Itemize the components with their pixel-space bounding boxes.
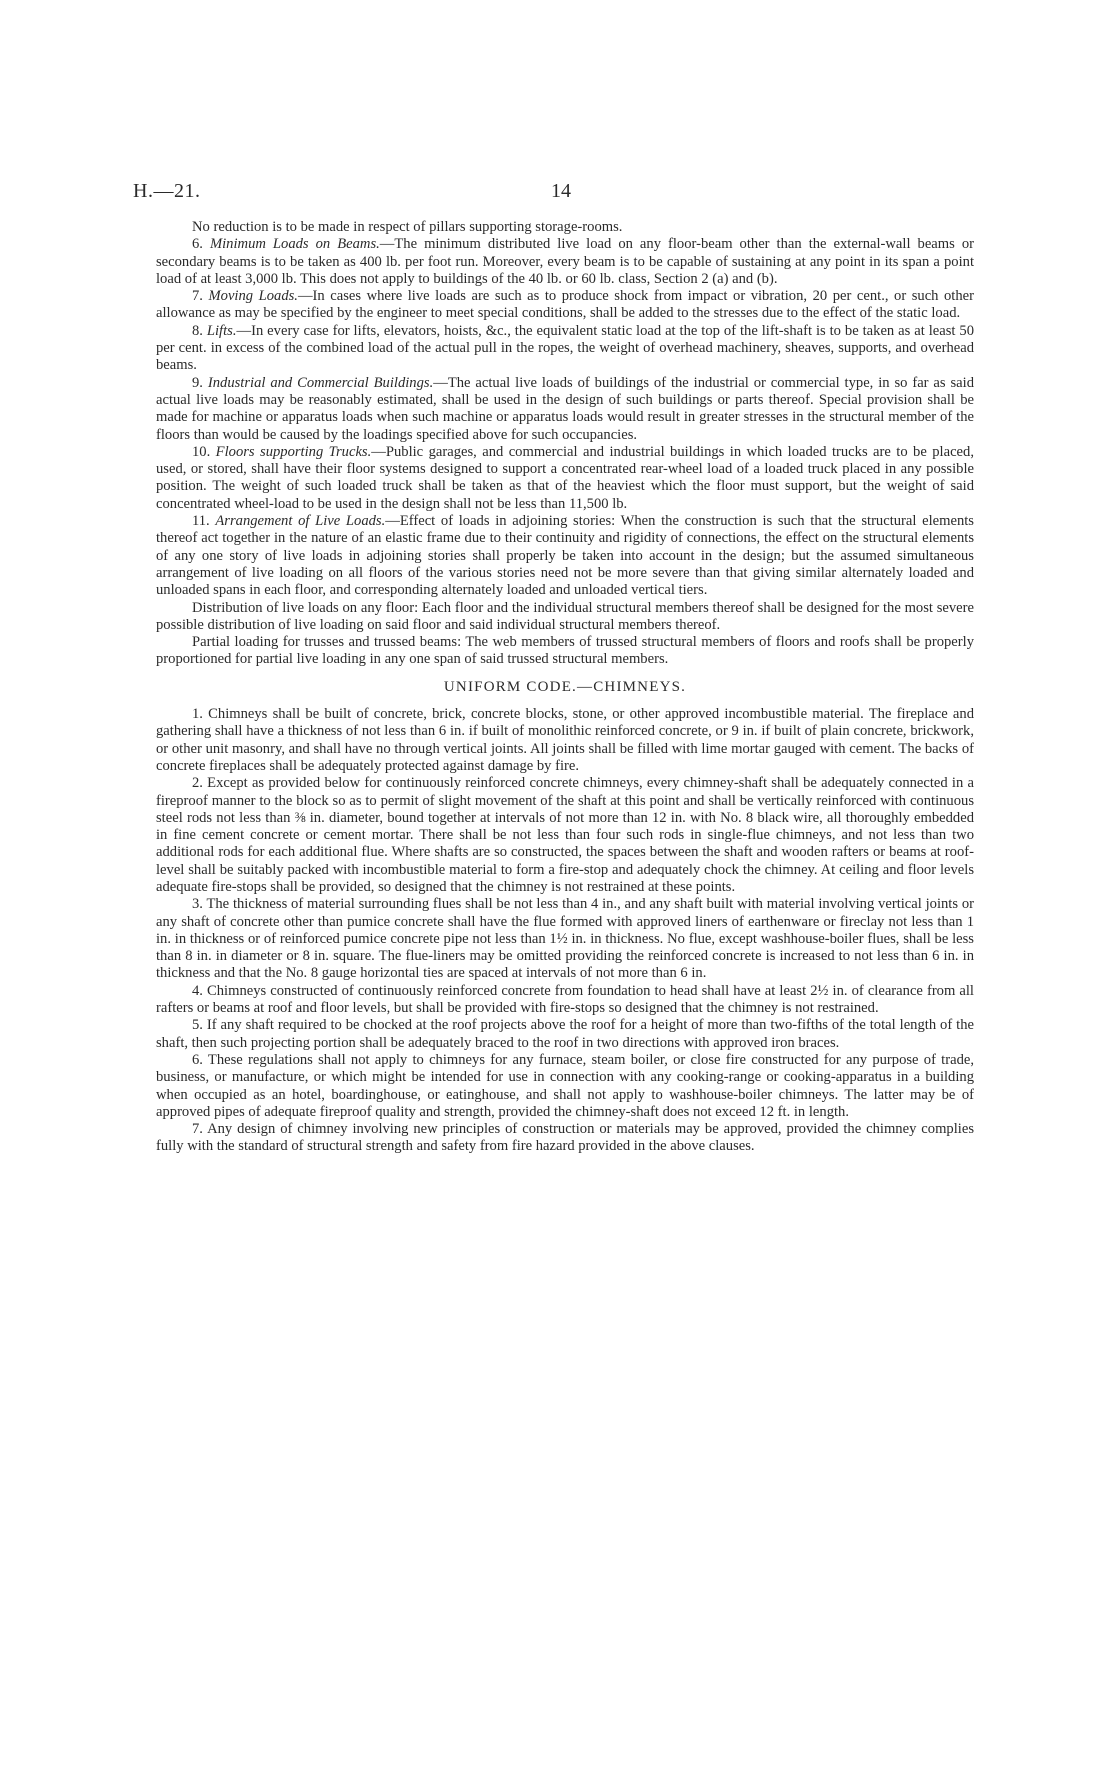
clause-10 <box>156 444 974 513</box>
clause-number: 9. <box>192 374 203 391</box>
chimney-clause-7: 7. Any design of chimney involving new principles of construction or materials may be approved, provided the chimney complies fully with the standard of structural strength and safety from fire hazard provided in the above clauses. <box>156 1121 974 1155</box>
clause-8 <box>156 323 974 375</box>
chimney-clause-5: 5. If any shaft required to be chocked at the roof projects above the roof for a height of more than two-fifths of the total length of the shaft, then such projecting portion shall be adequately braced to the roof in two directions with approved iron braces. <box>156 1017 974 1051</box>
clause-9 <box>156 375 974 444</box>
clause-title: Moving Loads. <box>208 288 298 305</box>
clause-text: —In every case for lifts, elevators, hoists, &c., the equivalent static load at the top of the lift-shaft is to be taken as at least 50 per cent. in excess of the combined load of the actual pull in the ropes, the weight of overhead machinery, sheaves, supports, and overhead beams. <box>156 322 974 374</box>
clause-title: Arrangement of Live Loads. <box>215 513 386 530</box>
distribution-paragraph: Distribution of live loads on any floor: Each floor and the individual structural members thereof shall be designed for the most severe possible distribution of live loading on said floor and said individual structural members thereof. <box>156 599 974 633</box>
clause-text: —Public garages, and commercial and industrial buildings in which loaded trucks are to be placed, used, or stored, shall have their floor systems designed to support a concentrated rear-wheel load of a loaded truck placed in any possible position. The weight of such loaded truck shall be taken as that of the heaviest which the floor must support, but the weight of said concentrated wheel-load to be used in the design shall not be less than 11,500 lb. <box>156 443 974 512</box>
clause-title: Floors supporting Trucks. <box>215 443 372 460</box>
section-heading: UNIFORM CODE.—CHIMNEYS. <box>443 678 687 695</box>
chimney-clause-6: 6. These regulations shall not apply to chimneys for any furnace, steam boiler, or close fire constructed for any purpose of trade, business, or manufacture, or which might be intended for use in connection with any cooking-range or cooking-apparatus in a building when occupied as an hotel, boardinghouse, or eatinghouse, and shall not apply to washhouse-boiler chimneys. The latter may be of approved pipes of adequate fireproof quality and strength, provided the chimney-shaft does not exceed 12 ft. in length. <box>156 1051 974 1120</box>
clause-7 <box>156 288 974 323</box>
clause-title: Industrial and Commercial Buildings. <box>207 374 434 391</box>
chimney-clause-3: 3. The thickness of material surrounding flues shall be not less than 4 in., and any shaft built with material involving vertical joints or any shaft of concrete other than pumice concrete shall have the flue formed with approved liners of earthenware or fireclay not less than 1 in. in thickness or of reinforced pumice concrete pipe not less than 1½ in. in thickness. No flue, except washhouse-boiler flues, shall be less than 8 in. in diameter or 8 in. square. The flue-liners may be omitted providing the reinforced concrete is increased to not less than 6 in. in thickness and that the No. 8 gauge horizontal ties are spaced at intervals of not more than 6 in. <box>156 896 974 982</box>
clause-title: Minimum Loads on Beams. <box>209 236 380 253</box>
clause-title: Lifts. <box>206 322 237 339</box>
chimney-clause-1: 1. Chimneys shall be built of concrete, brick, concrete blocks, stone, or other approved incombustible material. The fireplace and gathering shall have a thickness of not less than 6 in. if built of monolithic reinforced concrete, or 9 in. if built of plain concrete, brickwork, or other unit masonry, and shall have no through vertical joints. All joints shall be filled with lime mortar gauged with cement. The backs of concrete fireplaces shall be adequately protected against damage by fire. <box>156 706 974 774</box>
clause-text: —In cases where live loads are such as to produce shock from impact or vibration, 20 per cent., or such other allowance as may be specified by the engineer to meet special conditions, shall be added to the stresses due to the effect of the static load. <box>156 288 974 322</box>
chimney-clause-2: 2. Except as provided below for continuously reinforced concrete chimneys, every chimney-shaft shall be adequately connected in a fireproof manner to the block so as to permit of slight movement of the shaft at this point and shall be vertically reinforced with continuous steel rods not less than ⅜ in. diameter, bound together at intervals of not more than 12 in. with No. 8 black wire, all thoroughly embedded in fine cement concrete or cement mortar. There shall be not less than four such rods in single-flue chimneys, and not less than two additional rods for each additional flue. Where shafts are so constructed, the spaces between the shaft and wooden rafters or beams at roof-level shall be suitably packed with incombustible material to form a fire-stop and adequately chock the chimney. At ceiling and floor levels adequate fire-stops shall be provided, so designed that the chimney is not restrained at these points. <box>156 775 974 895</box>
clause-number: 8. <box>192 322 203 339</box>
clause-11 <box>156 513 974 599</box>
partial-loading-paragraph: Partial loading for trusses and trussed beams: The web members of trussed structural members of floors and roofs shall be properly proportioned for partial live loading in any one span of said trussed structural members. <box>156 634 974 668</box>
clause-number: 11. <box>192 513 210 530</box>
clause-number: 7. <box>192 288 203 305</box>
intro-paragraph: No reduction is to be made in respect of pillars supporting storage-rooms. <box>192 219 623 235</box>
clause-number: 6. <box>192 236 203 253</box>
body-text <box>156 219 974 1156</box>
clause-text: —The minimum distributed live load on any floor-beam other than the external-wall beams or secondary beams is to be taken as 400 lb. per foot run. Moreover, every beam is to be capable of sustaining at any point in its span a point load of at least 3,000 lb. This does not apply to buildings of the 40 lb. or 60 lb. class, Section 2 (a) and (b). <box>156 236 974 287</box>
clause-number: 10. <box>192 443 211 460</box>
document-reference: H.—21. <box>133 180 201 202</box>
chimney-clause-4: 4. Chimneys constructed of continuously reinforced concrete from foundation to head shall have at least 2½ in. of clearance from all rafters or beams at roof and floor levels, but shall be provided with fire-stops so designed that the chimney is not restrained. <box>156 982 974 1017</box>
clause-6 <box>156 236 974 288</box>
clause-text: —Effect of loads in adjoining stories: When the construction is such that the structural elements thereof act together in the nature of an elastic frame due to their continuity and rigidity of connections, the effect on the structural elements of any one story of live loads in adjoining stories shall properly be taken into account in the design; but the assumed simultaneous arrangement of live loading on all floors of the various stories need not be more severe than that giving similar alternately loaded and unloaded spans in each floor, and corresponding alternately loaded and unloaded vertical tiers. <box>156 513 974 599</box>
page-number: 14 <box>551 180 571 202</box>
page-header <box>133 180 1003 204</box>
clause-text: —The actual live loads of buildings of the industrial or commercial type, in so far as said actual live loads may be reasonably estimated, shall be used in the design of such buildings or parts thereof. Special provision shall be made for machine or apparatus loads when such machine or apparatus loads would result in greater stresses in the structural member of the floors than would be caused by the loadings specified above for such occupancies. <box>156 374 974 443</box>
